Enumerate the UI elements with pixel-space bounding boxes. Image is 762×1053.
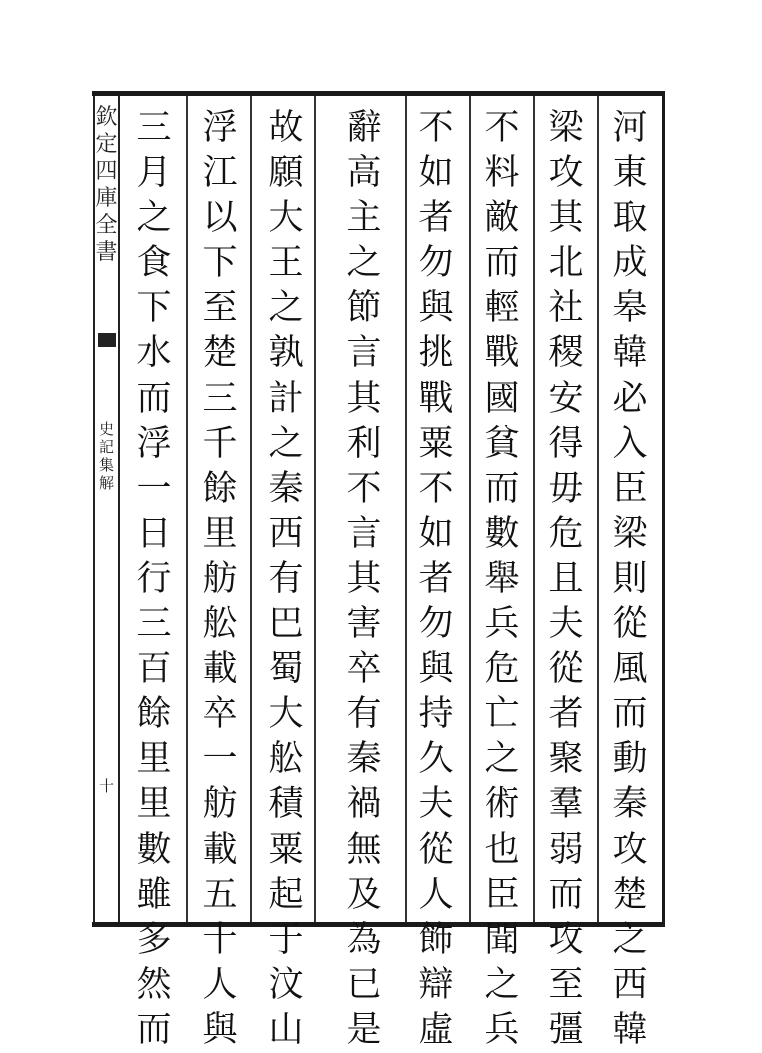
- character: 日: [136, 513, 172, 554]
- character: 而: [484, 468, 520, 509]
- fold-character: 庫: [95, 186, 118, 211]
- character: 西: [268, 513, 304, 554]
- character: 如: [418, 153, 454, 194]
- fold-book-title: [95, 104, 118, 266]
- character: 臣: [484, 874, 520, 915]
- character: 禍: [346, 784, 382, 825]
- character: 以: [202, 198, 238, 239]
- character: 舩: [202, 604, 238, 645]
- character: 多: [136, 919, 172, 960]
- character: 汶: [268, 964, 304, 1005]
- character: 如: [418, 513, 454, 554]
- character: 已: [346, 964, 382, 1005]
- character: 無: [346, 829, 382, 870]
- character: 浮: [136, 423, 172, 464]
- character: 稷: [548, 333, 584, 374]
- character: 然: [136, 964, 172, 1005]
- character: 故: [268, 108, 304, 148]
- character: 勿: [418, 604, 454, 645]
- fold-book-subtitle: [97, 420, 116, 492]
- character: 兵: [484, 604, 520, 645]
- column-rule: [469, 96, 471, 922]
- fold-character: 全: [95, 213, 118, 238]
- character: 料: [484, 153, 520, 194]
- character: 楚: [612, 874, 648, 915]
- character: 是: [346, 1009, 382, 1050]
- character: 里: [136, 739, 172, 780]
- fold-character: 解: [98, 474, 114, 492]
- character: 術: [484, 784, 520, 825]
- text-column-5: [334, 106, 394, 1053]
- character: 其: [548, 198, 584, 239]
- frame-right-border: [662, 91, 665, 927]
- character: 千: [202, 423, 238, 464]
- character: 梁: [612, 513, 648, 554]
- character: 于: [268, 919, 304, 960]
- character: 羣: [548, 784, 584, 825]
- text-column-8: [124, 106, 184, 1053]
- character: 浮: [202, 108, 238, 148]
- character: 危: [484, 649, 520, 690]
- column-rule: [597, 96, 599, 922]
- column-rule: [186, 96, 188, 922]
- character: 積: [268, 784, 304, 825]
- character: 從: [418, 829, 454, 870]
- character: 舫: [202, 784, 238, 825]
- character: 辭: [346, 108, 382, 148]
- fold-strip-right-line: [118, 96, 120, 922]
- character: 梁: [548, 108, 584, 148]
- character: 弱: [548, 829, 584, 870]
- character: 挑: [418, 333, 454, 374]
- character: 勿: [418, 243, 454, 284]
- character: 西: [612, 964, 648, 1005]
- character: 蜀: [268, 649, 304, 690]
- column-rule: [533, 96, 535, 922]
- character: 者: [418, 198, 454, 239]
- character: 攻: [548, 153, 584, 194]
- character: 貧: [484, 423, 520, 464]
- character: 不: [418, 468, 454, 509]
- character: 人: [202, 964, 238, 1005]
- character: 害: [346, 604, 382, 645]
- character: 之: [484, 964, 520, 1005]
- character: 言: [346, 513, 382, 554]
- character: 行: [136, 558, 172, 599]
- character: 山: [268, 1009, 304, 1050]
- character: 而: [484, 243, 520, 284]
- character: 水: [136, 333, 172, 374]
- character: 利: [346, 423, 382, 464]
- text-column-4: [406, 106, 466, 1053]
- fold-character: 定: [95, 132, 118, 157]
- character: 一: [136, 468, 172, 509]
- fold-character: 欽: [95, 105, 118, 130]
- character: 攻: [612, 829, 648, 870]
- character: 計: [268, 378, 304, 419]
- fishtail-mark: [98, 333, 116, 347]
- character: 卒: [346, 649, 382, 690]
- character: 至: [202, 288, 238, 329]
- character: 戰: [418, 378, 454, 419]
- character: 不: [346, 468, 382, 509]
- character: 風: [612, 649, 648, 690]
- text-column-3: [472, 106, 532, 1053]
- character: 而: [136, 378, 172, 419]
- character: 動: [612, 739, 648, 780]
- character: 其: [346, 378, 382, 419]
- character: 敵: [484, 198, 520, 239]
- character: 人: [418, 874, 454, 915]
- character: 之: [484, 739, 520, 780]
- column-rule: [250, 96, 252, 922]
- character: 辯: [418, 964, 454, 1005]
- character: 安: [548, 378, 584, 419]
- character: 聞: [484, 919, 520, 960]
- character: 餘: [136, 694, 172, 735]
- character: 韓: [612, 333, 648, 374]
- character: 不: [418, 108, 454, 148]
- character: 主: [346, 198, 382, 239]
- character: 且: [548, 558, 584, 599]
- character: 巴: [268, 604, 304, 645]
- character: 危: [548, 513, 584, 554]
- character: 載: [202, 829, 238, 870]
- character: 粟: [418, 423, 454, 464]
- character: 不: [484, 108, 520, 148]
- character: 粟: [268, 829, 304, 870]
- character: 三: [136, 108, 172, 148]
- fold-character: 四: [95, 159, 118, 184]
- fold-character: 書: [95, 240, 118, 265]
- character: 韓: [612, 1009, 648, 1050]
- character: 而: [612, 694, 648, 735]
- character: 餘: [202, 468, 238, 509]
- character: 孰: [268, 333, 304, 374]
- character: 亡: [484, 694, 520, 735]
- character: 取: [612, 198, 648, 239]
- character: 月: [136, 153, 172, 194]
- character: 與: [418, 649, 454, 690]
- fold-folio-number: 十: [98, 777, 114, 795]
- character: 夫: [548, 604, 584, 645]
- character: 國: [484, 378, 520, 419]
- character: 戰: [484, 333, 520, 374]
- character: 下: [202, 243, 238, 284]
- character: 之: [268, 423, 304, 464]
- character: 飾: [418, 919, 454, 960]
- character: 聚: [548, 739, 584, 780]
- character: 楚: [202, 333, 238, 374]
- character: 之: [268, 288, 304, 329]
- character: 秦: [612, 784, 648, 825]
- character: 也: [484, 829, 520, 870]
- character: 里: [136, 784, 172, 825]
- character: 北: [548, 243, 584, 284]
- fold-character: 史: [98, 420, 114, 438]
- character: 節: [346, 288, 382, 329]
- text-column-7: [190, 106, 250, 1053]
- character: 至: [548, 964, 584, 1005]
- character: 臣: [612, 468, 648, 509]
- character: 兵: [484, 1009, 520, 1050]
- character: 載: [202, 649, 238, 690]
- character: 江: [202, 153, 238, 194]
- character: 起: [268, 874, 304, 915]
- character: 而: [548, 874, 584, 915]
- character: 彊: [548, 1009, 584, 1050]
- character: 及: [346, 874, 382, 915]
- character: 與: [418, 288, 454, 329]
- character: 夫: [418, 784, 454, 825]
- character: 雖: [136, 874, 172, 915]
- character: 攻: [548, 919, 584, 960]
- text-column-1: [600, 106, 660, 1053]
- frame-top-border: [92, 91, 664, 96]
- fold-character: 記: [98, 438, 114, 456]
- text-column-6: [256, 106, 316, 1053]
- character: 大: [268, 198, 304, 239]
- character: 食: [136, 243, 172, 284]
- character: 願: [268, 153, 304, 194]
- character: 三: [202, 378, 238, 419]
- character: 秦: [268, 468, 304, 509]
- character: 之: [136, 198, 172, 239]
- character: 與: [202, 1009, 238, 1050]
- character: 王: [268, 243, 304, 284]
- character: 數: [484, 513, 520, 554]
- character: 舫: [202, 558, 238, 599]
- character: 虛: [418, 1009, 454, 1050]
- character: 其: [346, 558, 382, 599]
- character: 為: [346, 919, 382, 960]
- character: 持: [418, 694, 454, 735]
- character: 里: [202, 513, 238, 554]
- character: 五: [202, 874, 238, 915]
- character: 舩: [268, 739, 304, 780]
- character: 社: [548, 288, 584, 329]
- character: 成: [612, 243, 648, 284]
- character: 大: [268, 694, 304, 735]
- character: 言: [346, 333, 382, 374]
- character: 高: [346, 153, 382, 194]
- character: 三: [136, 604, 172, 645]
- character: 之: [346, 243, 382, 284]
- character: 必: [612, 378, 648, 419]
- character: 一: [202, 739, 238, 780]
- character: 下: [136, 288, 172, 329]
- character: 有: [268, 558, 304, 599]
- character: 舉: [484, 558, 520, 599]
- character: 者: [548, 694, 584, 735]
- character: 者: [418, 558, 454, 599]
- text-column-2: [536, 106, 596, 1053]
- character: 河: [612, 108, 648, 148]
- character: 百: [136, 649, 172, 690]
- character: 久: [418, 739, 454, 780]
- fold-character: 集: [98, 456, 114, 474]
- character: 毋: [548, 468, 584, 509]
- character: 有: [346, 694, 382, 735]
- character: 從: [548, 649, 584, 690]
- character: 而: [136, 1009, 172, 1050]
- character: 從: [612, 604, 648, 645]
- character: 數: [136, 829, 172, 870]
- character: 輕: [484, 288, 520, 329]
- character: 秦: [346, 739, 382, 780]
- character: 則: [612, 558, 648, 599]
- character: 皋: [612, 288, 648, 329]
- character: 東: [612, 153, 648, 194]
- character: 卒: [202, 694, 238, 735]
- character: 之: [612, 919, 648, 960]
- character: 十: [202, 919, 238, 960]
- character: 得: [548, 423, 584, 464]
- character: 入: [612, 423, 648, 464]
